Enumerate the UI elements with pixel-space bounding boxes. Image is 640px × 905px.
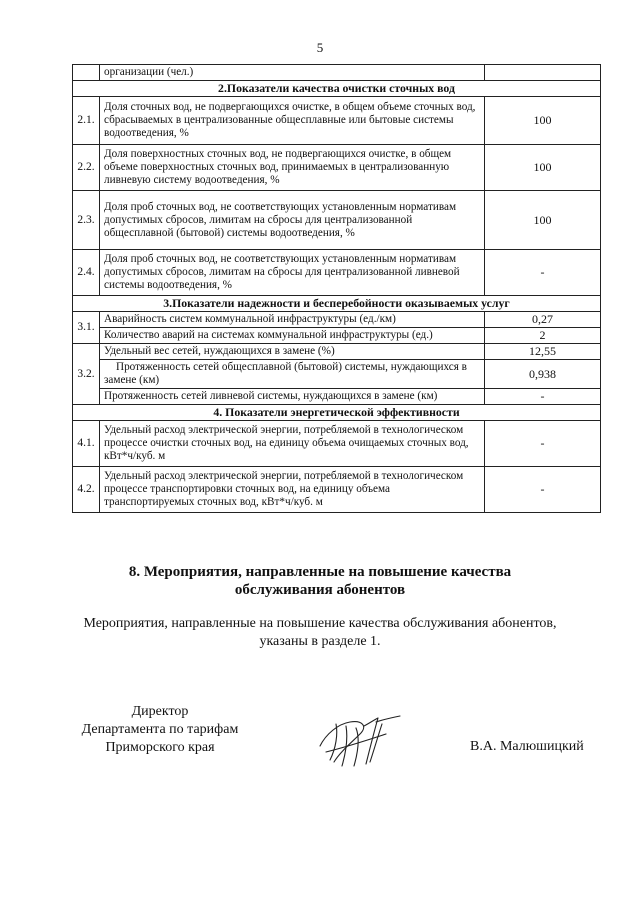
table-row [73,360,601,389]
indicator-text: Аварийность систем коммунальной инфраструктуры (ед./км) [100,312,485,328]
indicator-value: - [485,250,601,296]
table-cell [485,65,601,81]
signer-position-line: Директор [131,704,189,719]
row-number: 2.1. [73,97,100,145]
signer-position-line: Приморского края [105,740,215,755]
table-cell [73,65,100,81]
section2-title: 2.Показатели качества очистки сточных вод [73,81,601,97]
indicator-value: 0,938 [485,360,601,389]
section3-title: 3.Показатели надежности и бесперебойности оказываемых услуг [73,296,601,312]
indicator-value: 2 [485,328,601,344]
row-number: 2.2. [73,145,100,191]
indicator-value: 12,55 [485,344,601,360]
indicator-text: Доля сточных вод, не подвергающихся очистке, в общем объеме сточных вод, сбрасываемых в централизованные общесплавные или бытовые системы водоотведения, % [100,97,485,145]
page-number: 5 [316,40,324,55]
signer-name: В.А. Малюшицкий [470,739,584,754]
indicator-value: 0,27 [485,312,601,328]
table-row [73,145,601,191]
indicator-value: 100 [485,191,601,250]
indicators-table [72,64,601,513]
row-number: 3.2. [73,344,100,405]
table-row [73,250,601,296]
indicator-text: Удельный расход электрической энергии, потребляемой в технологическом процессе очистки сточных вод, на единицу объема очищаемых сточных вод, кВт*ч/куб. м [100,421,485,467]
signer-position-line: Департамента по тарифам [81,722,239,737]
section-header-row [73,81,601,97]
indicator-text: Удельный расход электрической энергии, потребляемой в технологическом процессе транспортировки сточных вод, на единицу объема транспортируемых сточных вод, кВт*ч/куб. м [100,467,485,513]
row-number: 2.4. [73,250,100,296]
section8-title-line: обслуживания абонентов [234,582,406,598]
table-row [73,328,601,344]
section-header-row [73,296,601,312]
indicator-value: 100 [485,97,601,145]
indicator-text: Доля поверхностных сточных вод, не подвергающихся очистке, в общем объеме поверхностных сточных вод, принимаемых в централизованную ливневую систему водоотведения, % [100,145,485,191]
row-number: 4.2. [73,467,100,513]
indicator-text: Доля проб сточных вод, не соответствующих установленным нормативам допустимых сбросов, лимитам на сбросы для централизованной общесплавной (бытовой) системы водоотведения, % [100,191,485,250]
indicator-value: 100 [485,145,601,191]
table-row [73,467,601,513]
table-row [73,421,601,467]
section8-title [0,563,640,599]
table-row [73,191,601,250]
section8-text-line: Мероприятия, направленные на повышение качества обслуживания абонентов, [83,616,557,631]
section8-title-line: 8. Мероприятия, направленные на повышение качества [128,564,512,580]
table-row [73,97,601,145]
indicator-value: - [485,421,601,467]
table-row [73,389,601,405]
signer-position [60,703,260,757]
indicator-text: Протяженность сетей ливневой системы, нуждающихся в замене (км) [100,389,485,405]
indicator-text: Протяженность сетей общесплавной (бытовой) системы, нуждающихся в замене (км) [100,360,485,389]
section-header-row [73,405,601,421]
indicator-text: Количество аварий на системах коммунальной инфраструктуры (ед.) [100,328,485,344]
row-number: 4.1. [73,421,100,467]
table-row [73,65,601,81]
indicator-value: - [485,467,601,513]
section4-title: 4. Показатели энергетической эффективности [73,405,601,421]
table-row [73,312,601,328]
row-number: 3.1. [73,312,100,344]
indicator-value: - [485,389,601,405]
indicator-text: Доля проб сточных вод, не соответствующих установленным нормативам допустимых сбросов, лимитам на сбросы для централизованной ливневой системы водоотведения, % [100,250,485,296]
handwritten-signature [316,712,406,770]
section8-text-line: указаны в разделе 1. [259,634,381,649]
section8-text [60,615,580,651]
row-number: 2.3. [73,191,100,250]
indicator-text: Удельный вес сетей, нуждающихся в замене (%) [100,344,485,360]
carry-over-text: организации (чел.) [100,65,485,81]
table-row [73,344,601,360]
